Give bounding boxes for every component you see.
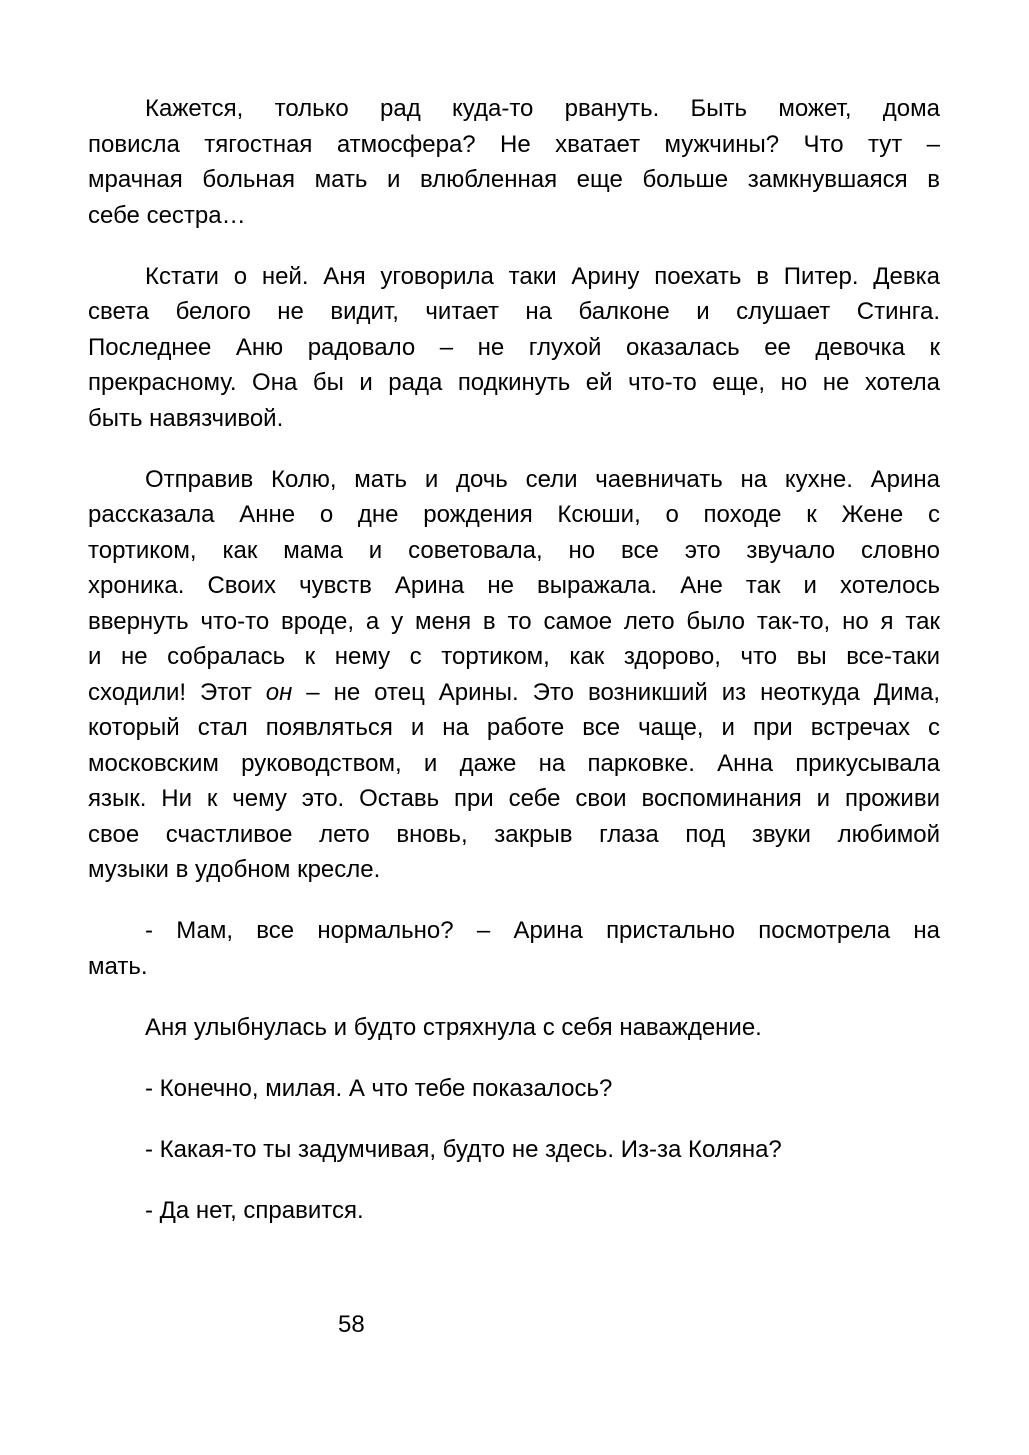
text-line — [88, 675, 940, 711]
text-line — [88, 127, 940, 163]
text-segment: повисла тягостная атмосфера? Не хватает мужчины? Что тут – — [88, 130, 940, 158]
text-line — [88, 1010, 940, 1046]
text-line — [88, 294, 940, 330]
text-segment: Кстати о ней. Аня уговорила таки Арину поехать в Питер. Девка — [145, 262, 940, 290]
text-line — [88, 852, 940, 888]
text-segment: Последнее Аню радовало – не глухой оказалась ее девочка к — [88, 333, 940, 361]
text-segment: тортиком, как мама и советовала, но все это звучало словно — [88, 536, 940, 564]
text-segment: - Да нет, справится. — [145, 1196, 364, 1224]
italic-text: он — [265, 678, 293, 706]
text-segment: себе сестра… — [88, 201, 246, 229]
paragraph — [88, 259, 940, 437]
text-line — [88, 365, 940, 401]
text-segment: сходили! Этот — [88, 678, 266, 706]
text-line — [88, 710, 940, 746]
text-segment: свое счастливое лето вновь, закрыв глаза под звуки любимой — [88, 820, 940, 848]
paragraph — [88, 1010, 940, 1046]
paragraph — [88, 1193, 940, 1229]
text-segment: - Мам, все нормально? – Арина пристально посмотрела на — [145, 917, 940, 944]
text-body — [88, 91, 940, 1254]
text-segment: Кажется, только рад куда-то рвануть. Быть может, дома — [145, 95, 940, 122]
paragraph — [88, 1132, 940, 1168]
text-line — [88, 462, 940, 498]
text-segment: и не собралась к нему с тортиком, как здорово, что вы все-таки — [88, 643, 940, 670]
text-segment: московским руководством, и даже на парковке. Анна прикусывала — [88, 749, 940, 777]
text-line — [88, 746, 940, 782]
text-segment: музыки в удобном кресле. — [88, 856, 381, 883]
text-line — [88, 604, 940, 640]
text-line — [88, 913, 940, 949]
text-line — [88, 162, 940, 198]
text-segment: мать. — [88, 952, 148, 980]
text-segment: хроника. Своих чувств Арина не выражала. Ане так и хотелось — [88, 572, 940, 599]
text-line — [88, 330, 940, 366]
text-segment: - Конечно, милая. А что тебе показалось? — [145, 1074, 613, 1102]
paragraph — [88, 1071, 940, 1107]
text-line — [88, 1132, 940, 1168]
text-segment: Отправив Колю, мать и дочь сели чаевничать на кухне. Арина — [145, 465, 940, 493]
paragraph — [88, 913, 940, 984]
paragraph — [88, 91, 940, 233]
text-segment: прекрасному. Она бы и рада подкинуть ей что-то еще, но не хотела — [88, 369, 940, 396]
text-line — [88, 1071, 940, 1107]
text-line — [88, 533, 940, 569]
text-line — [88, 259, 940, 295]
text-segment: света белого не видит, читает на балконе и слушает Стинга. — [88, 298, 940, 325]
text-line — [88, 817, 940, 853]
text-line — [88, 91, 940, 127]
text-line — [88, 497, 940, 533]
text-line — [88, 198, 940, 234]
text-line — [88, 949, 940, 985]
page-number: 58 — [338, 1311, 365, 1338]
text-segment: Аня улыбнулась и будто стряхнула с себя наваждение. — [145, 1013, 762, 1041]
text-segment: - Какая-то ты задумчивая, будто не здесь. Из-за Коляна? — [145, 1135, 782, 1163]
text-segment: ввернуть что-то вроде, а у меня в то самое лето было так-то, но я так — [88, 607, 940, 635]
text-line — [88, 1193, 940, 1229]
text-segment: который стал появляться и на работе все чаще, и при встречах с — [88, 714, 940, 741]
text-segment: мрачная больная мать и влюбленная еще больше замкнувшаяся в — [88, 166, 940, 193]
text-line — [88, 568, 940, 604]
text-line — [88, 639, 940, 675]
paragraph — [88, 462, 940, 888]
text-line — [88, 401, 940, 437]
text-segment: быть навязчивой. — [88, 404, 284, 432]
text-segment: – не отец Арины. Это возникший из неоткуда Дима, — [292, 678, 940, 706]
text-segment: рассказала Анне о дне рождения Ксюши, о походе к Жене с — [88, 501, 940, 528]
text-segment: язык. Ни к чему это. Оставь при себе свои воспоминания и проживи — [88, 785, 940, 812]
text-line — [88, 781, 940, 817]
